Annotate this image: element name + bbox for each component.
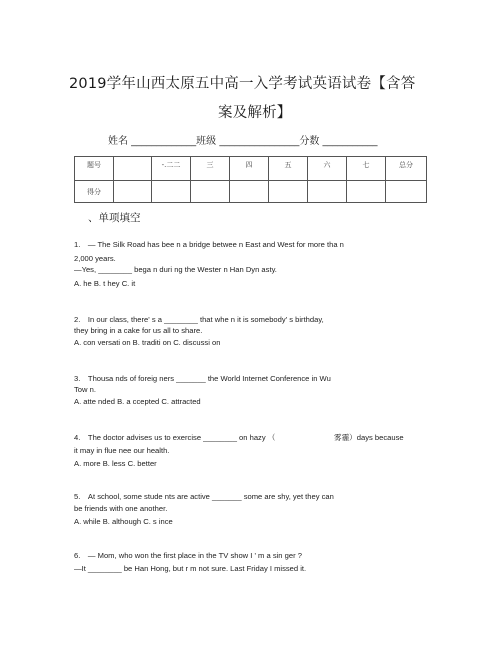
score-table	[74, 156, 427, 203]
score-cell[interactable]	[269, 181, 308, 203]
score-table-score-row	[75, 181, 427, 203]
header-cell: 题号	[75, 157, 114, 181]
question-4-options: A. more B. less C. better	[74, 459, 157, 468]
score-cell[interactable]	[308, 181, 347, 203]
header-cell	[114, 157, 152, 181]
question-4-line-1-tail: 雾霾）days because	[334, 433, 404, 442]
question-1-line-1: 1. — The Silk Road has bee n a bridge betwee n East and West for more tha n	[74, 240, 344, 249]
question-3-line-2: Tow n.	[74, 385, 96, 394]
question-5-options: A. while B. although C. s ince	[74, 517, 173, 526]
score-cell[interactable]	[114, 181, 152, 203]
student-info-line: 姓名 _____________班级 ________________分数 ___________	[108, 136, 378, 147]
section-heading: 、单项填空	[88, 212, 141, 224]
score-cell[interactable]	[386, 181, 427, 203]
question-5-line-1: 5. At school, some stude nts are active _______ some are shy, yet they can	[74, 492, 334, 501]
question-2-line-1: 2. In our class, there' s a ________ that whe n it is somebody' s birthday,	[74, 315, 324, 324]
header-cell: 三	[191, 157, 230, 181]
title-line-2: 案及解析】	[218, 105, 292, 121]
question-1-line-3: —Yes, ________ bega n duri ng the Wester n Han Dyn asty.	[74, 265, 277, 274]
score-row-label: 得分	[75, 181, 114, 203]
score-cell[interactable]	[347, 181, 386, 203]
header-cell: 五	[269, 157, 308, 181]
score-cell[interactable]	[191, 181, 230, 203]
question-4-line-1: 4. The doctor advises us to exercise ________ on hazy （	[74, 433, 276, 442]
question-1-options: A. he B. t hey C. it	[74, 279, 136, 288]
header-cell: 七	[347, 157, 386, 181]
question-3-line-1: 3. Thousa nds of foreig ners _______ the World Internet Conference in Wu	[74, 374, 331, 383]
question-2-line-2: they bring in a cake for us all to share.	[74, 326, 203, 335]
question-3-options: A. atte nded B. a ccepted C. attracted	[74, 397, 201, 406]
question-5-line-2: be friends with one another.	[74, 504, 168, 513]
question-2-options: A. con versati on B. traditi on C. discussi on	[74, 338, 221, 347]
title-line-1: 2019学年山西太原五中高一入学考试英语试卷【含答	[69, 76, 416, 92]
header-cell: 四	[230, 157, 269, 181]
header-cell: 总分	[386, 157, 427, 181]
score-cell[interactable]	[230, 181, 269, 203]
question-6-line-2: —It ________ be Han Hong, but r m not sure. Last Friday I missed it.	[74, 564, 307, 573]
header-cell: 六	[308, 157, 347, 181]
score-table-header-row	[75, 157, 427, 181]
question-1-line-2: 2,000 years.	[74, 254, 116, 263]
question-6-line-1: 6. — Mom, who won the first place in the TV show I ' m a sin ger ?	[74, 551, 302, 560]
header-cell: -.二二	[152, 157, 191, 181]
score-cell[interactable]	[152, 181, 191, 203]
question-4-line-2: it may in flue nee our health.	[74, 446, 170, 455]
